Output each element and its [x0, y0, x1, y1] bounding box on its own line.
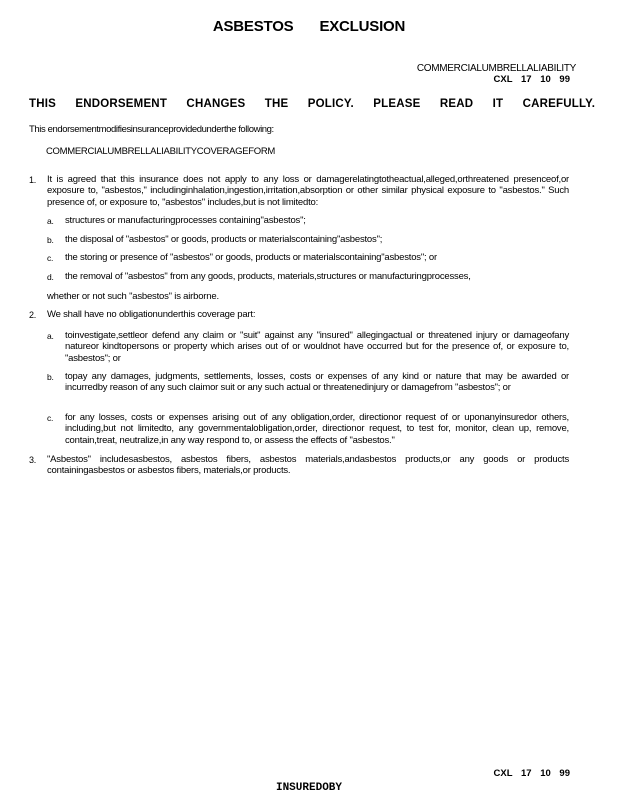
document-title: ASBESTOS EXCLUSION — [212, 18, 406, 35]
coverage-form-name: COMMERCIALUMBRELLALIABILITYCOVERAGEFORM — [46, 146, 276, 157]
form-code-header: CXL 17 10 99 — [493, 74, 570, 85]
subitem-letter: a. — [47, 331, 54, 341]
subitem-letter: c. — [47, 413, 54, 423]
subitem-letter: b. — [47, 372, 54, 382]
form-code-footer: CXL 17 10 99 — [493, 768, 570, 779]
subitem-letter: b. — [47, 235, 54, 245]
subitem-1c-text: the storing or presence of "asbestos" or goods, products or materialscontaining"asbestos"; or — [65, 252, 437, 263]
subitem-2a-text: toinvestigate,settleor defend any claim or "suit" against any "insured" allegingactual or threatened injury or damageofany natureor kindtopersons or property which arises out of or wouldnot have occurred but for the presence of, or exposure to, "asbestos"; or — [65, 330, 569, 364]
subitem-1a-text: structures or manufacturingprocesses containing"asbestos"; — [65, 215, 306, 226]
item-3-text: "Asbestos" includesasbestos, asbestos fibers, asbestos materials,andasbestos products,or any goods or products containingasbestos or asbestos fibers, materials,or products. — [47, 454, 569, 477]
item-number: 3. — [29, 455, 37, 465]
subitem-2c-text: for any losses, costs or expenses arising out of any obligation,order, directionor request of or uponanyinsuredor others, including,but not limitedto, any governmentalobligation,order, directionor request, to test for, monitor, clean up, remove, contain,treat, neutralize,in any way respond to, or assess the effects of "asbestos." — [65, 412, 569, 446]
endorsement-notice: THIS ENDORSEMENT CHANGES THE POLICY. PLEASE READ IT CAREFULLY. — [29, 98, 596, 110]
item-2-text: We shall have no obligationunderthis coverage part: — [47, 309, 256, 320]
footer-brand: INSUREDOBY — [275, 782, 342, 794]
intro-text: This endorsementmodifiesinsuranceprovidedunderthe following: — [29, 124, 274, 135]
item-number: 2. — [29, 310, 37, 320]
subitem-2b-text: topay any damages, judgments, settlements, losses, costs or expenses of any kind or nature that may be awarded or incurredby reason of any such claimor suit or any such actual or threatenedinjury or damagefrom "asbestos"; or — [65, 371, 569, 394]
subitem-letter: d. — [47, 272, 54, 282]
subitem-1b-text: the disposal of "asbestos" or goods, products or materialscontaining"asbestos"; — [65, 234, 383, 245]
form-line-name: COMMERCIALUMBRELLALIABILITY — [416, 63, 576, 74]
subitem-letter: c. — [47, 253, 54, 263]
subitem-1d-text: the removal of "asbestos" from any goods, products, materials,structures or manufacturingprocesses, — [65, 271, 471, 282]
subitem-letter: a. — [47, 216, 54, 226]
item-1-tail: whether or not such "asbestos" is airborne. — [47, 291, 219, 302]
item-number: 1. — [29, 175, 37, 185]
item-1-text: It is agreed that this insurance does not apply to any loss or damagerelatingtotheactual,alleged,orthreatened presenceof,or exposure to, "asbestos," includinginhalation,ingestion,irritation,absorption or other similar physical exposure to "asbestos." Such presence of, or exposure to, "asbestos" includes,but is not limitedto: — [47, 174, 569, 208]
